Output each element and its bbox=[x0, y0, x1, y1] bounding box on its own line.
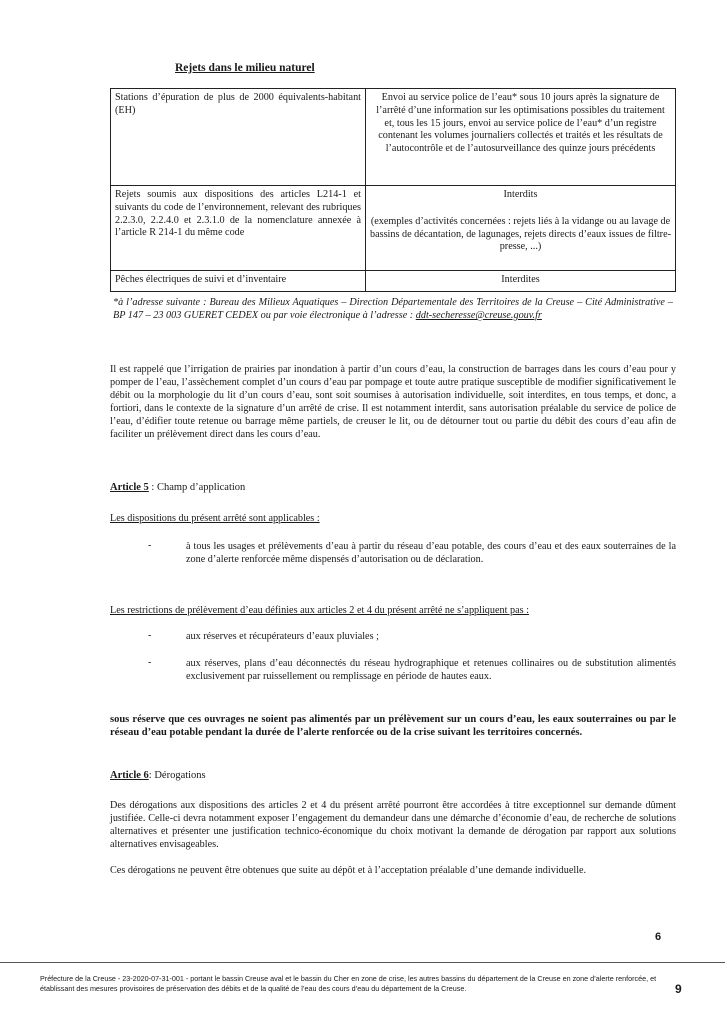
rejets-table bbox=[110, 88, 676, 292]
footnote-text: *à l’adresse suivante : Bureau des Milieux Aquatiques – Direction Départementale des Territoires de la Creuse – Cité Administrative – BP 147 – 23 003 GUERET CEDEX ou par voie électronique à l’adresse : bbox=[113, 297, 673, 321]
article-6-heading bbox=[110, 770, 206, 781]
bullet-dash: - bbox=[148, 630, 152, 641]
article-6-label: Article 6 bbox=[110, 770, 149, 781]
table-cell-measure: Interdites bbox=[366, 271, 676, 292]
paragraph-derogations-conditions: Ces dérogations ne peuvent être obtenues que suite au dépôt et à l’acceptation préalable d’une demande individuelle. bbox=[110, 865, 587, 876]
footer-page-number: 9 bbox=[675, 982, 682, 996]
article-5-title: : Champ d’application bbox=[148, 482, 246, 493]
table-row bbox=[111, 186, 676, 271]
table-cell-activity: Rejets soumis aux dispositions des articles L214-1 et suivants du code de l’environnement, relevant des rubriques 2.2.3.0, 2.2.4.0 et 2.3.1.0 de la nomenclature annexée à l’article R 214-1 du même code bbox=[111, 186, 366, 271]
list-item: aux réserves et récupérateurs d’eaux pluviales ; bbox=[186, 631, 379, 642]
list-item: aux réserves, plans d’eau déconnectés du réseau hydrographique et retenues collinaires ou de substitution alimentés exclusivement par ruissellement ou remplissage en période de hautes eaux. bbox=[186, 658, 676, 682]
bold-condition: sous réserve que ces ouvrages ne soient pas alimentés par un prélèvement sur un cours d’eau, les eaux souterraines ou par le réseau d’eau potable pendant la durée de l’alerte renforcée ou de la crise suivant les territoires concernés. bbox=[110, 714, 676, 739]
bullet-dash: - bbox=[148, 540, 152, 551]
article-6-title: : Dérogations bbox=[148, 770, 206, 781]
table-cell-activity: Stations d’épuration de plus de 2000 équivalents-habitant (EH) bbox=[111, 89, 366, 186]
section-heading: Rejets dans le milieu naturel bbox=[175, 62, 315, 74]
footer-text: Préfecture de la Creuse - 23-2020-07-31-001 - portant le bassin Creuse aval et le bassin du Cher en zone de crise, les autres bassins du département de la Creuse en zone d’alerte renforcée, et établissant des mesures provisoires de préservation des débits et de la qualité de l’eau des cours d’eau du département de la Creuse. bbox=[40, 974, 657, 993]
table-cell-measure: Envoi au service police de l’eau* sous 10 jours après la signature de l’arrêté d’une information sur les optimisations possibles du traitement et, tous les 15 jours, envoi au service police de l’eau* d’un registre contenant les volumes journaliers collectés et traités et les résultats de l’autocontrôle et de l’autosurveillance des quinze jours précédents bbox=[366, 89, 676, 186]
bullet-dash: - bbox=[148, 657, 152, 668]
article-5-heading bbox=[110, 482, 245, 493]
paragraph-irrigation: Il est rappelé que l’irrigation de prairies par inondation à partir d’un cours d’eau, la construction de barrages dans les cours d’eau pour y pomper de l’eau, l’assèchement complet d’un cours d’eau par pompage et toute autre pratique susceptible de modifier significativement le débit ou la morphologie du lit d’un cours d’eau, sont soit soumises à autorisation individuelle, soit interdites, en tous temps, et donc, a fortiori, dans le contexte de la signature d’un arrêté de crise. Il est notamment interdit, sans autorisation préalable du service de police de l’eau, d’édifier toute retenue ou barrage même partiels, de creuser le lit, ou de détourner tout ou partie du débit des cours d’eau afin de faciliter un prélèvement direct dans les cours d’eau. bbox=[110, 364, 676, 440]
footnote bbox=[113, 296, 673, 322]
restrictions-heading: Les restrictions de prélèvement d’eau définies aux articles 2 et 4 du présent arrêté ne s’appliquent pas : bbox=[110, 605, 529, 616]
inner-page-number: 6 bbox=[655, 931, 662, 943]
table-cell-measure bbox=[366, 186, 676, 271]
paragraph-derogations: Des dérogations aux dispositions des articles 2 et 4 du présent arrêté pourront être accordées à titre exceptionnel sur demande dûment justifiée. Celle-ci devra notamment exposer l’engagement du demandeur dans une démarche d’économie d’eau, de recherche de solutions alternatives et présenter une justification technico-économique du choix motivant la demande de dérogation par rapport aux solutions alternatives envisageables. bbox=[110, 800, 676, 850]
list-item: à tous les usages et prélèvements d’eau à partir du réseau d’eau potable, des cours d’eau et des eaux souterraines de la zone d’alerte renforcée même dispensés d’autorisation ou de déclaration. bbox=[186, 541, 676, 565]
table-row bbox=[111, 89, 676, 186]
applicable-heading: Les dispositions du présent arrêté sont applicables : bbox=[110, 513, 320, 524]
measure-detail: (exemples d’activités concernées : rejets liés à la vidange ou au lavage de bassins de décantation, de lagunages, rejets directs d’eaux issues de filtre-presse, ...) bbox=[370, 215, 671, 253]
table-cell-activity: Pêches électriques de suivi et d’inventaire bbox=[111, 271, 366, 292]
table-row bbox=[111, 271, 676, 292]
footer-divider bbox=[0, 962, 725, 963]
article-5-label: Article 5 bbox=[110, 482, 149, 493]
footnote-email-link[interactable]: ddt-secheresse@creuse.gouv.fr bbox=[415, 310, 542, 321]
measure-title: Interdits bbox=[503, 189, 538, 200]
